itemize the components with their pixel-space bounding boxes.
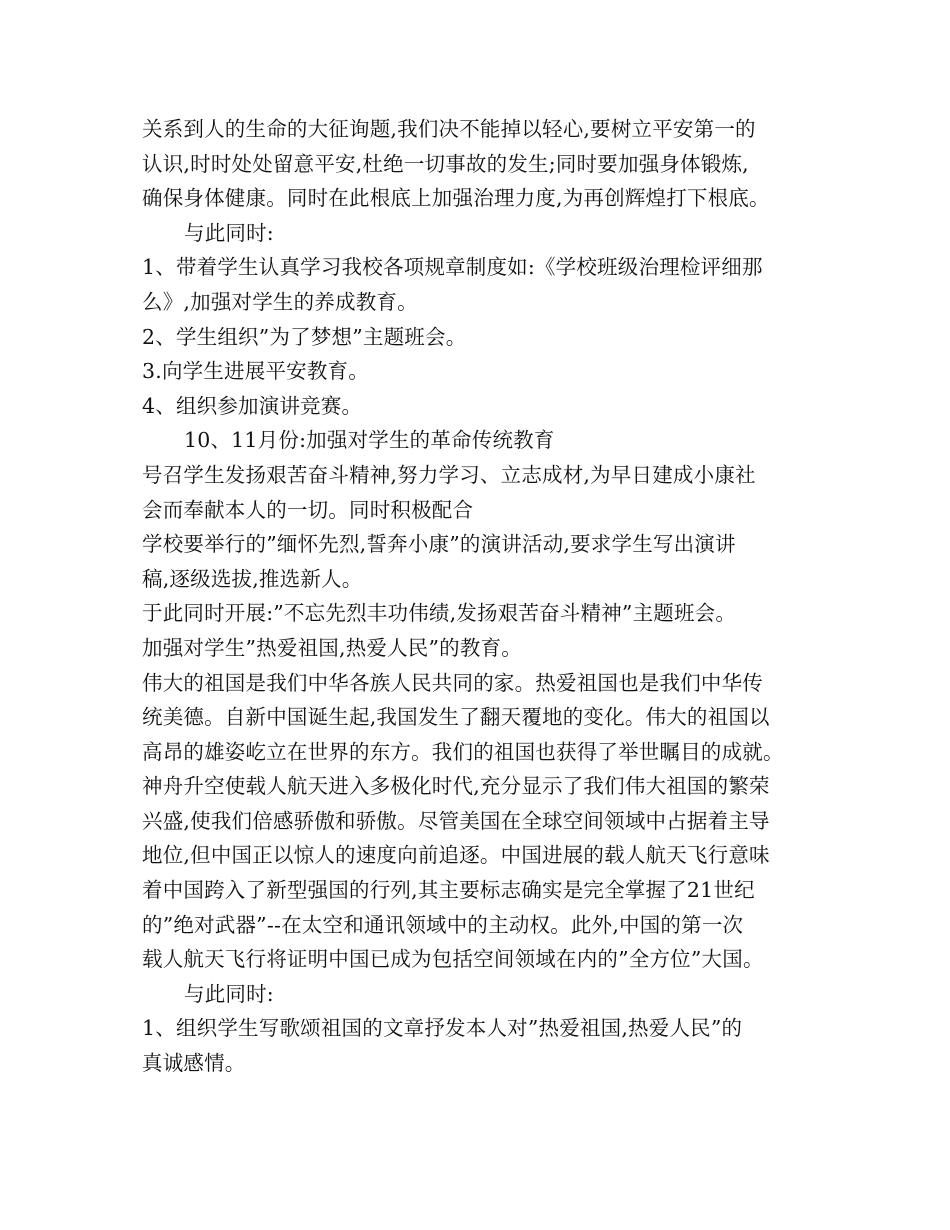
text-line: 的”绝对武器”--在太空和通讯领域中的主动权。此外,中国的第一次 bbox=[142, 912, 744, 937]
section-lead: 与此同时: bbox=[184, 220, 274, 245]
section-lead: 与此同时: bbox=[184, 981, 274, 1006]
text-line: 确保身体健康。同时在此根底上加强治理力度,为再创辉煌打下根底。 bbox=[142, 186, 770, 211]
text-line: 兴盛,使我们倍感骄傲和骄傲。尽管美国在全球空间领域中占据着主导 bbox=[142, 808, 770, 833]
text-line: 会而奉献本人的一切。同时积极配合 bbox=[142, 497, 474, 522]
document-body bbox=[142, 112, 832, 1081]
text-line: 地位,但中国正以惊人的速度向前追逐。中国进展的载人航天飞行意味 bbox=[142, 843, 770, 868]
text-line: 号召学生发扬艰苦奋斗精神,努力学习、立志成材,为早日建成小康社 bbox=[142, 462, 756, 487]
list-item: 4、组织参加演讲竞赛。 bbox=[142, 393, 363, 418]
text-line: 关系到人的生命的大征询题,我们决不能掉以轻心,要树立平安第一的 bbox=[142, 117, 756, 141]
text-line: 统美德。自新中国诞生起,我国发生了翻天覆地的变化。伟大的祖国以 bbox=[142, 705, 770, 730]
list-item: 1、带着学生认真学习我校各项规章制度如:《学校班级治理检评细那 bbox=[142, 255, 763, 280]
text-line: 神舟升空使载人航天进入多极化时代,充分显示了我们伟大祖国的繁荣 bbox=[142, 774, 770, 799]
text-line: 稿,逐级选拔,推选新人。 bbox=[142, 566, 363, 591]
section-heading: 10、11月份:加强对学生的革命传统教育 bbox=[184, 428, 555, 453]
text-line: 加强对学生”热爱祖国,热爱人民”的教育。 bbox=[142, 635, 522, 660]
text-line: 么》,加强对学生的养成教育。 bbox=[142, 289, 418, 314]
text-line: 高昂的雄姿屹立在世界的东方。我们的祖国也获得了举世瞩目的成就。 bbox=[142, 739, 784, 764]
text-line: 真诚感情。 bbox=[142, 1051, 246, 1076]
text-line: 认识,时时处处留意平安,杜绝一切事故的发生;同时要加强身体锻炼, bbox=[142, 151, 749, 176]
list-item: 3.向学生进展平安教育。 bbox=[142, 359, 369, 384]
list-item: 2、学生组织”为了梦想”主题班会。 bbox=[142, 324, 467, 349]
text-line: 于此同时开展:”不忘先烈丰功伟绩,发扬艰苦奋斗精神”主题班会。 bbox=[142, 601, 737, 626]
text-line: 伟大的祖国是我们中华各族人民共同的家。热爱祖国也是我们中华传 bbox=[142, 670, 763, 695]
text-line: 学校要举行的”缅怀先烈,誓奔小康”的演讲活动,要求学生写出演讲 bbox=[142, 532, 736, 557]
list-item: 1、组织学生写歌颂祖国的文章抒发本人对”热爱祖国,热爱人民”的 bbox=[142, 1016, 743, 1041]
text-line: 着中国跨入了新型强国的行列,其主要标志确实是完全掌握了21世纪 bbox=[142, 878, 755, 903]
text-line: 载人航天飞行将证明中国已成为包括空间领域在内的”全方位”大国。 bbox=[142, 947, 764, 972]
